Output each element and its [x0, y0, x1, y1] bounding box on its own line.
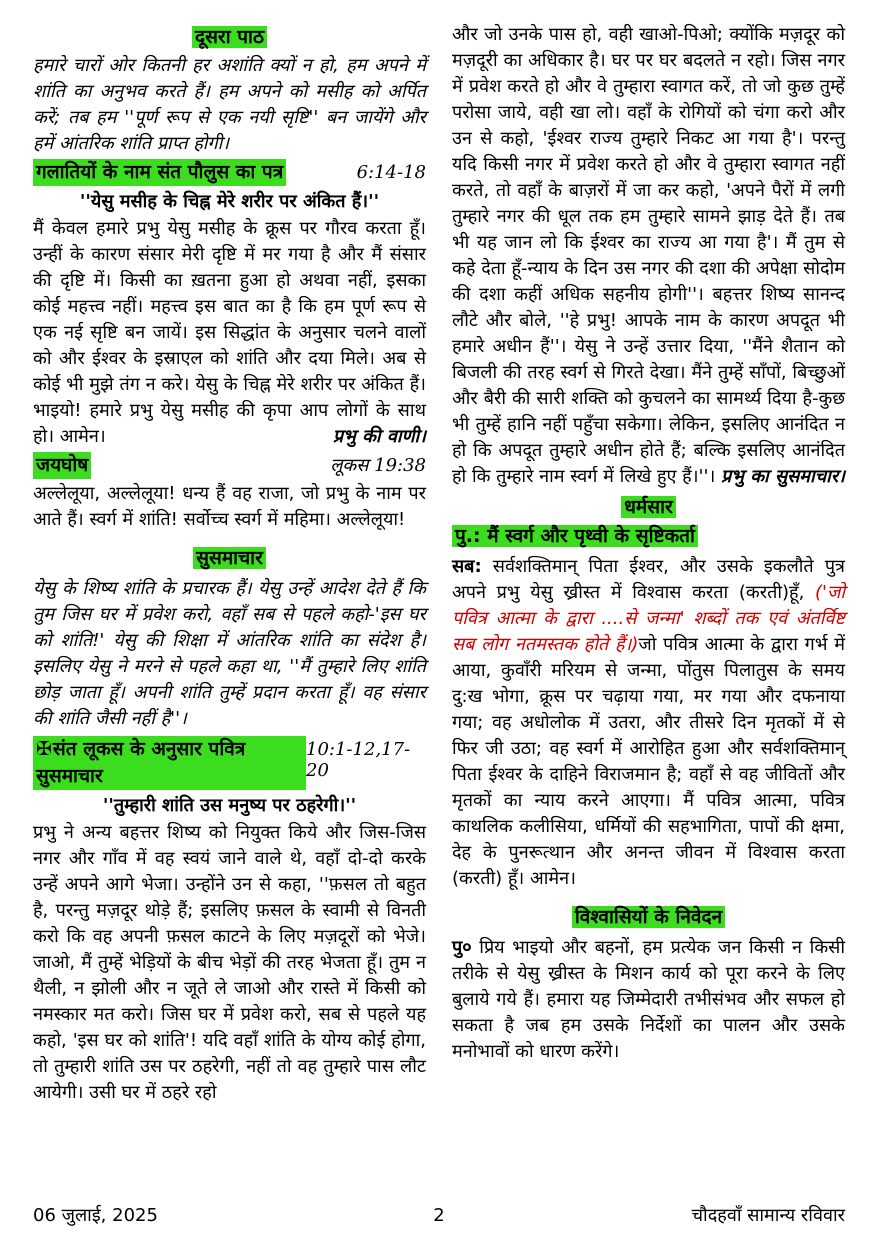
acclamation-body: अल्लेलूया, अल्लेलूया! धन्य हैं वह राजा, जो प्रभु के नाम पर आते हैं। स्वर्ग में शांति! सर्वोच्च स्वर्ग में महिमा। अल्लेलूया!: [33, 483, 426, 530]
intercessions-section-header: [452, 904, 845, 931]
second-reading-verse-ref: 6:14-18: [356, 162, 426, 183]
creed-body: [452, 554, 845, 892]
second-reading-source-heading: गलातियों के नाम संत पौलुस का पत्र: [33, 159, 286, 186]
second-reading-body-text: मैं केवल हमारे प्रभु येसु मसीह के क्रूस पर गौरव करता हूँ। उन्हीं के कारण संसार मेरी दृष्टि में मर गया है और मैं संसार की दृष्टि में। किसी का ख़तना हुआ हो अथवा नहीं, इसका कोई महत्त्व नहीं। महत्त्व इस बात का है कि हम पूर्ण रूप से एक नई सृष्टि बन जायें। इस सिद्धांत के अनुसार चलने वालों को और ईश्वर के इस्राएल को शांति और दया मिले। अब से कोई भी मुझे तंग न करे। येसु के चिह्न मेरे शरीर पर अंकित हैं। भाइयो! हमारे प्रभु येसु मसीह की कृपा आप लोगों के साथ हो। आमेन।: [33, 218, 426, 447]
creed-priest-line: पु.: मैं स्वर्ग और पृथ्वी के सृष्टिकर्ता: [452, 525, 698, 547]
creed-rubric: ('जो पवित्र आत्मा के द्वारा ....से जन्मा' शब्दों तक एवं अंतर्विष्ट सब लोग नतमस्तक होते हैं।): [452, 582, 845, 655]
gospel-source-row: [33, 736, 426, 790]
acclamation-verse-ref: लूकस 19:38: [330, 455, 426, 476]
page-footer: [0, 1189, 878, 1241]
gospel-of-lord-closing: प्रभु का सुसमाचार।: [721, 466, 845, 487]
intercessions-text: प्रिय भाइयो और बहनों, हम प्रत्येक जन किसी न किसी तरीके से येसु ख्रीस्त के मिशन कार्य को पूरा करने के लिए बुलाये गये हैं। हमारा यह जिम्मेदारी तभीसंभव और सफल हो सकता है जब हम उसके निर्देशों का पालन और उसके मनोभावों को धारण करेंगे।: [452, 937, 845, 1062]
acclamation-heading: जयघोष: [33, 452, 91, 479]
footer-date: 06 जुलाई, 2025: [33, 1205, 158, 1226]
second-reading-heading: दूसरा पाठ: [192, 26, 267, 48]
gospel-verse-ref: 10:1-12,17-20: [306, 739, 411, 781]
intercessions-priest-label: पु०: [452, 937, 472, 958]
left-column: [33, 22, 426, 1189]
gospel-body: प्रभु ने अन्य बहत्तर शिष्य को नियुक्त किये और जिस-जिस नगर और गाँव में वह स्वयं जाने वाले थे, वहाँ दो-दो करके उन्हें अपने आगे भेजा। उन्होंने उन से कहा, ''फ़सल तो बहुत है, परन्तु मज़दूर थोड़े हैं; इसलिए फ़सल के स्वामी से विनती करो कि वह अपनी फ़सल काटने के लिए मज़दूरों को भेजे। जाओ, मैं तुम्हें भेड़ियों के बीच भेड़ों की तरह भेजता हूँ। तुम न थैली, न झोली और न जूते ले जाओ और रास्ते में किसी को नमस्कार मत करो। जिस घर में प्रवेश करो, सब से पहले यह कहो, 'इस घर को शांति'! यदि वहाँ शांति के योग्य कोई होगा, तो तुम्हारी शांति उस पर ठहरेगी, नहीं तो वह तुम्हारे पास लौट आयेगी। उसी घर में ठहरे रहो: [33, 822, 426, 1103]
creed-part2: जो पवित्र आत्मा के द्वारा गर्भ में आया, कुवाँरी मरियम से जन्मा, पोंतुस पिलातुस के समय दु:ख भोगा, क्रूस पर चढ़ाया गया, मर गया और दफनाया गया; वह अधोलोक में उतरा, और तीसरे दिन मृतकों में से फिर जी उठा; वह स्वर्ग में आरोहित हुआ और सर्वशक्तिमान् पिता ईश्वर के दाहिने विराजमान है; वहाँ से वह जीवितों और मृतकों का न्याय करने आएगा। मैं पवित्र आत्मा, पवित्र काथलिक कलीसिया, धर्मियों की सहभागिता, पापों की क्षमा, देह के पुनरूत्थान और अनन्त जीवन में विश्वास करता (करती) हूँ। आमेन।: [452, 634, 845, 889]
footer-feast-title: चौदहवाँ सामान्य रविवार: [691, 1205, 845, 1226]
gospel-intro: येसु के शिष्य शांति के प्रचारक हैं। येसु उन्हें आदेश देते हैं कि तुम जिस घर में प्रवेश करो, वहाँ सब से पहले कहो-'इस घर को शांति!' येसु की शिक्षा में आंतरिक शांति का संदेश है। इसलिए येसु ने मरने से पहले कहा था, ''मैं तुम्हारे लिए शांति छोड़ जाता हूँ। अपनी शांति तुम्हें प्रदान करता हूँ। वह संसार की शांति जैसी नहीं है''।: [33, 578, 426, 729]
gospel-heading: सुसमाचार: [193, 547, 266, 569]
second-reading-quote: ''येसु मसीह के चिह्न मेरे शरीर पर अंकित हैं।'': [79, 191, 380, 212]
gospel-source-heading-text: संत लूकस के अनुसार पवित्र सुसमाचार: [36, 738, 246, 787]
second-reading-intro: हमारे चारों ओर कितनी हर अशांति क्यों न हो, हम अपने में शांति का अनुभव करते हैं। हम अपने को मसीह को अर्पित करें; तब हम ''पूर्ण रूप से एक नयी सृष्टि'' बन जायेंगे और हमें आंतरिक शांति प्राप्त होगी।: [33, 55, 426, 154]
cross-icon: ✠: [36, 738, 52, 760]
footer-page-number: 2: [433, 1204, 445, 1226]
gospel-source-heading: [33, 736, 306, 790]
intercessions-body: [452, 935, 845, 1065]
second-reading-source-row: [33, 159, 426, 186]
creed-priest-line-row: [452, 523, 845, 550]
creed-part1: सर्वशक्तिमान् पिता ईश्वर, और उसके इकलौते पुत्र अपने प्रभु येसु ख्रीस्त में विश्वास करता (करती)हूँ,: [452, 556, 845, 603]
word-of-lord-closing: प्रभु की वाणी।: [332, 426, 426, 447]
creed-all-label: सब:: [452, 556, 482, 577]
creed-heading: धर्मसार: [621, 496, 676, 518]
second-reading-section-header: [33, 24, 426, 51]
gospel-continued-text: और जो उनके पास हो, वही खाओ-पिओ; क्योंकि मज़दूर को मज़दूरी का अधिकार है। घर पर घर बदलते न रहो। जिस नगर में प्रवेश करते हो और वे तुम्हारा स्वागत करें, तो जो कुछ तुम्हें परोसा जाये, वही खा लो। वहाँ के रोगियों को चंगा करो और उन से कहो, 'ईश्वर राज्य तुम्हारे निकट आ गया है'। परन्तु यदि किसी नगर में प्रवेश करते हो और वे तुम्हारा स्वागत नहीं करते, तो वहाँ के बाज़रों में जा कर कहो, 'अपने पैरों में लगी तुम्हारे नगर की धूल तक हम तुम्हारे सामने झाड़ देते हैं। तब भी यह जान लो कि ईश्वर का राज्य आ गया है'। मैं तुम से कहे देता हूँ-न्याय के दिन उस नगर की दशा की अपेक्षा सोदोम की दशा कहीं अधिक सहनीय होगी''। बहत्तर शिष्य सानन्द लौटे और बोले, ''हे प्रभु! आपके नाम के कारण अपदूत भी हमारे अधीन हैं''। येसु ने उन्हें उत्तार दिया, ''मैंने शैतान को बिजली की तरह स्वर्ग से गिरते देखा। मैंने तुम्हें साँपों, बिच्छुओं और बैरी की सारी शक्ति को कुचलने का सामर्थ्य दिया है-कुछ भी तुम्हें हानि नहीं पहुँचा सकेगा। लेकिन, इसलिए आनंदित न हो कि अपदूत तुम्हारे अधीन होते हैं; बल्कि इसलिए आनंदित हो कि तुम्हारे नाम स्वर्ग में लिखे हुए हैं।''।: [452, 24, 845, 487]
gospel-body-continued: [452, 22, 845, 490]
acclamation-header-row: [33, 452, 426, 479]
creed-section-header: [452, 494, 845, 521]
intercessions-heading: विश्वासियों के निवेदन: [572, 906, 725, 928]
gospel-quote: ''तुम्हारी शांति उस मनुष्य पर ठहरेगी।'': [102, 795, 357, 816]
gospel-section-header: [33, 545, 426, 572]
second-reading-body: [33, 216, 426, 450]
right-column: [452, 22, 845, 1189]
